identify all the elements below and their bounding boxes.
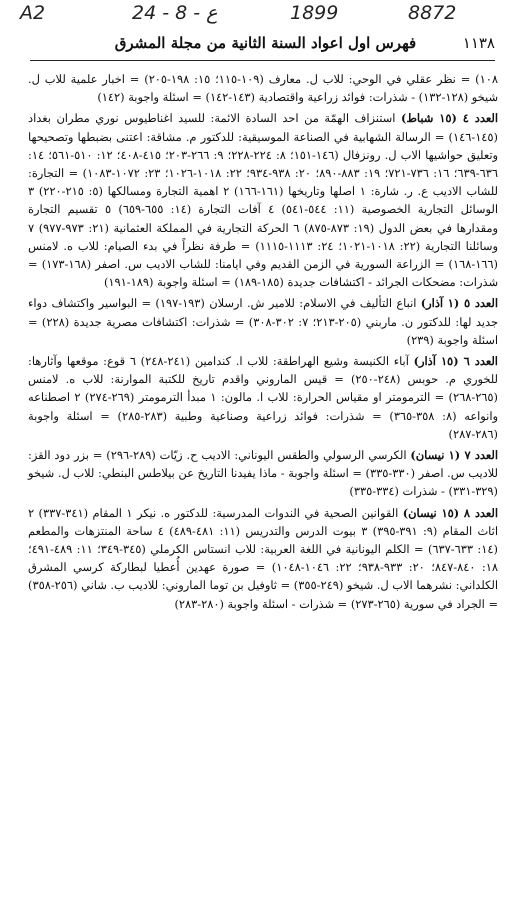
index-entry-issue-6 <box>28 352 498 443</box>
index-entry-issue-7 <box>28 446 498 501</box>
issue-heading: العدد ٥ (١ آذار) <box>420 296 499 311</box>
entry-text: القوانين الصحية في الندوات المدرسية: للدكتور ه. نيكر ١ المقام (٣٤١-٣٣٧) ٢ اثاث المقام (٩: ٣٩١-٣٩٥) ٣ بيوت الدرس والتدريس (١١: ٤٨١-٤٨٩) ٤ ساحة المنتزهات والمطعم (١٤: ٦٣٣-٦٣٧) = الكلم اليونانية في اللغة العربية: للاب انستاس الكرملي (٣٤٥-٣٤٩؛ ١١: ٤٨٩-٤٩١؛ ١٨: ٨٤٠-٨٤٧؛ ٢٠: ٩٣٣-٩٣٨؛ ٢٢: ١٠٤٦-١٠٤٨) = صورة عهدين أُعطيا لبطاركة كرسي المشرق الكلداني: نشرهما الاب ل. شيخو (٢٤٩-٣٥٥) = ثاوفيل بن توما الماروني: للاديب ب. شاني (٢٥٦-٣٥٨) = الجراد في سورية (٢٦٥-٢٧٣) = شذرات - اسئلة واجوبة (٢٨٠-٢٨٣) <box>28 505 499 611</box>
page-title: فهرس اول اعواد السنة الثانية من مجلة المشرق <box>114 34 417 52</box>
issue-heading: العدد ٧ (١ نيسان) <box>410 448 498 463</box>
entry-text: آباء الكنيسة وشيع الهراطقة: للاب ا. كندامين (٢٤١-٢٤٨) ٦ قوع: موقعها وآثارها: للخوري م. حوبس (٢٤٨-٢٥٠) = قيس الماروني واقدم تاريخ للكتبة الموارنة: للاب ه. لامنس (٢٦٥-٢٦٨) = الترمومتر او مقياس الحرارة: للاب ا. مالون: ١ مبدأ الترمومتر (٢٦٩-٢٧٤) ٢ اصطناعه وانواعه (٨: ٣٥٨-٣٦٥) = شذرات: فوائد زراعية وصناعية وطبية (٢٨٣-٢٨٥) = اسئلة واجوبة (٢٨٦-٢٨٧) <box>28 354 499 441</box>
handwritten-date-note: 24 - 8 - ع <box>132 2 218 24</box>
page-header <box>30 34 495 61</box>
index-entry-issue-4 <box>28 109 498 291</box>
handwritten-catalog-number: 8872 <box>408 2 457 24</box>
index-entry-issue-8 <box>28 504 498 613</box>
entry-text: استنزاف الهمّة من احد السادة الائمة: للسيد اغناطيوس نوري مطران بغداد (١٤٥-١٤٦) = الرسالة الشهابية في الصناعة الموسيقية: للدكتور م. مشاقة: اعتنى بضبطها وتصحيحها وتعليق حواشيها الاب ل. رونزفال (١٤٦-١٥١؛ ٨: ٢٢٤-٢٢٨؛ ٩: ٢٦٦-٢٠٣؛ ٤١٥-٤٠٨؛ ١٢: ٥١٠-٥٦١؛ ١٤: ٦٣٦-٦٣٩؛ ١٦: ٧٣٦-٧٢١؛ ١٩: ٨٨٣-٨٩٠؛ ٢٠: ٩٣٨-٩٣٤؛ ٢٢: ١٠١٨-١٠٢٦؛ ٢٣: ١٠٧٢-١٠٨٣) = التجارة: للشاب الاديب ع. ر. شارة: ١ اصلها وتاريخها (١٦١-١٦٦) ٢ اهمية التجارة ومسالكها (٥: ٢١٥-٢٢٠) ٣ الوسائل التجارية الخصوصية (١١: ٥٤٤-٥٤١) ٤ آفات التجارة (١٤: ٦٥٥-٦٥٩) ٥ تقسيم التجارة ومقدارها في بعض الدول (١٩: ٨٧٣-٨٧٥) ٦ الحركة التجارية في المملكة العثمانية (٢١: ٩٧٣-٩٧٧) ٧ وسائلنا التجارية (٢٢: ١٠١٨-١٠٢١؛ ٢٤: ١١١٣-١١١٥) = طرفة نظراً في بدء الصيام: للاب ه. لامنس (١٦٦-١٦٨) = الزراعة السورية في الزمن القديم وفي ايامنا: للشاب الاديب س. اصفر (١٦٨-١٧٣) = شذرات: مضحكات الجرائد - اكتشافات جديدة (١٨٥-١٨٩) = اسئلة واجوبة (١٨٩-١٩١) <box>28 111 498 290</box>
index-body <box>28 70 498 890</box>
handwritten-year: 1899 <box>290 2 339 24</box>
issue-heading: العدد ٤ (١٥ شباط) <box>400 111 498 126</box>
index-entry-issue-5 <box>28 294 498 349</box>
entry-text: انباع التأليف في الاسلام: للامير ش. ارسلان (١٩٣-١٩٧) = البواسير واكتشاف دواء جديد لها: للدكتور ن. ماربني (٢٠٥-٢١٣؛ ٧: ٣٠٢-٣٠٨) = شذرات: اكتشافات مصرية جديدة (٢٢٨) = اسئلة واجوبة (٢٣٩) <box>28 296 498 347</box>
entry-text: ١٠٨) = نظر عقلي في الوحي: للاب ل. معارف (١٠٩-١١٥؛ ١٥: ١٩٨-٢٠٥) = اخبار علمية للاب ل. شيخو (١٢٨-١٣٢) - شذرات: فوائد زراعية واقتصادية (١٤٣-١٤٢) = اسئلة واجوبة (١٤٢) <box>28 72 498 105</box>
page-number: ١١٣٨ <box>462 34 495 52</box>
issue-heading: العدد ٦ (١٥ آذار) <box>413 354 498 369</box>
entry-text: الكرسي الرسولي والطقس اليوناني: الاديب ح. زيّات (٢٨٩-٢٩٦) = بزر دود القز: للاديب س. اصفر (٣٣٠-٣٣٥) = اسئلة واجوبة - ماذا يفيدنا التاريخ عن بيلاطس البنطي: للاب ل. شيخو (٣٢٩-٣٣١) - شذرات (٣٣٤-٣٣٥) <box>28 448 498 499</box>
index-entry-continuation <box>28 70 498 106</box>
issue-heading: العدد ٨ (١٥ نيسان) <box>402 505 498 520</box>
handwritten-ref-code: A2 <box>20 2 46 24</box>
